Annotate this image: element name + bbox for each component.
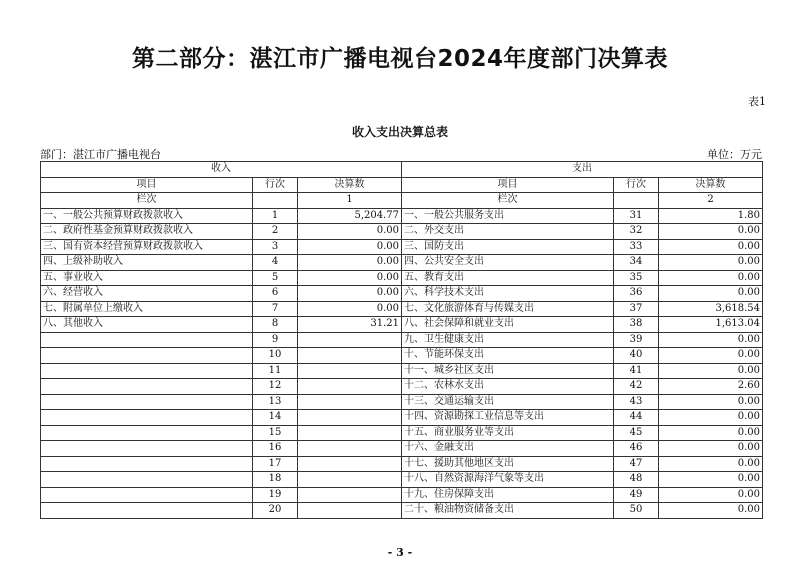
column-header-row — [41, 177, 763, 193]
income-line-cell: 9 — [253, 332, 298, 348]
expense-item-cell: 十二、农林水支出 — [402, 379, 614, 395]
income-line-cell: 6 — [253, 286, 298, 302]
table-subtitle: 收入支出决算总表 — [351, 125, 448, 139]
expense-amount-cell: 0.00 — [659, 472, 763, 488]
table-row — [41, 255, 763, 271]
expense-amount-cell: 1.80 — [659, 208, 763, 224]
income-amount-cell: 0.00 — [298, 239, 402, 255]
expense-line-cell: 50 — [614, 503, 659, 519]
page-title: 第二部分：湛江市广播电视台2024年度部门决算表 — [131, 46, 668, 72]
income-amount-cell: 0.00 — [298, 255, 402, 271]
income-line-header: 行次 — [253, 177, 298, 193]
expense-item-cell: 十九、住房保障支出 — [402, 487, 614, 503]
expense-line-cell: 48 — [614, 472, 659, 488]
expense-amount-cell: 0.00 — [659, 332, 763, 348]
expense-item-cell: 九、卫生健康支出 — [402, 332, 614, 348]
income-amount-cell — [298, 472, 402, 488]
empty-cell — [253, 193, 298, 209]
expense-amount-cell: 0.00 — [659, 394, 763, 410]
expense-amount-header: 决算数 — [659, 177, 763, 193]
table-row — [41, 379, 763, 395]
expense-line-cell: 46 — [614, 441, 659, 457]
income-column-index: 1 — [298, 193, 402, 209]
income-item-cell — [41, 410, 253, 426]
income-item-cell: 八、其他收入 — [41, 317, 253, 333]
expense-item-cell: 二十、粮油物资储备支出 — [402, 503, 614, 519]
expense-amount-cell: 0.00 — [659, 224, 763, 240]
expense-line-cell: 32 — [614, 224, 659, 240]
expense-item-cell: 二、外交支出 — [402, 224, 614, 240]
income-line-cell: 16 — [253, 441, 298, 457]
expense-column-index: 2 — [659, 193, 763, 209]
income-item-cell: 五、事业收入 — [41, 270, 253, 286]
income-expense-table — [40, 161, 763, 519]
income-amount-cell: 0.00 — [298, 224, 402, 240]
income-line-cell: 8 — [253, 317, 298, 333]
table-row — [41, 394, 763, 410]
expense-amount-cell: 0.00 — [659, 363, 763, 379]
table-row — [41, 224, 763, 240]
expense-line-cell: 44 — [614, 410, 659, 426]
expense-item-cell: 十四、资源勘探工业信息等支出 — [402, 410, 614, 426]
income-amount-header: 决算数 — [298, 177, 402, 193]
expense-item-cell: 一、一般公共服务支出 — [402, 208, 614, 224]
expense-line-cell: 40 — [614, 348, 659, 364]
expense-item-cell: 十三、交通运输支出 — [402, 394, 614, 410]
expense-item-cell: 八、社会保障和就业支出 — [402, 317, 614, 333]
expense-amount-cell: 3,618.54 — [659, 301, 763, 317]
expense-amount-cell: 0.00 — [659, 425, 763, 441]
expense-amount-cell: 0.00 — [659, 456, 763, 472]
income-item-cell — [41, 379, 253, 395]
table-row — [41, 410, 763, 426]
table-row — [41, 441, 763, 457]
table-row — [41, 456, 763, 472]
expense-item-cell: 四、公共安全支出 — [402, 255, 614, 271]
income-line-cell: 20 — [253, 503, 298, 519]
table-number: 表1 — [748, 95, 766, 108]
column-index-row — [41, 193, 763, 209]
income-amount-cell — [298, 441, 402, 457]
income-item-cell — [41, 456, 253, 472]
income-amount-cell — [298, 410, 402, 426]
income-item-cell: 一、一般公共预算财政拨款收入 — [41, 208, 253, 224]
table-row — [41, 286, 763, 302]
expense-amount-cell: 0.00 — [659, 286, 763, 302]
expense-amount-cell: 0.00 — [659, 239, 763, 255]
income-amount-cell: 0.00 — [298, 286, 402, 302]
income-amount-cell — [298, 503, 402, 519]
income-line-cell: 4 — [253, 255, 298, 271]
income-item-cell — [41, 472, 253, 488]
unit-label: 单位：万元 — [707, 148, 762, 161]
expense-item-cell: 十、节能环保支出 — [402, 348, 614, 364]
expense-column-label: 栏次 — [402, 193, 614, 209]
expense-section-header: 支出 — [402, 162, 763, 178]
income-amount-cell — [298, 348, 402, 364]
income-item-cell: 二、政府性基金预算财政拨款收入 — [41, 224, 253, 240]
table-row — [41, 363, 763, 379]
table-row — [41, 270, 763, 286]
expense-line-cell: 37 — [614, 301, 659, 317]
income-item-header: 项目 — [41, 177, 253, 193]
expense-amount-cell: 0.00 — [659, 410, 763, 426]
expense-line-cell: 42 — [614, 379, 659, 395]
income-item-cell: 七、附属单位上缴收入 — [41, 301, 253, 317]
income-amount-cell — [298, 332, 402, 348]
expense-item-cell: 五、教育支出 — [402, 270, 614, 286]
income-amount-cell: 31.21 — [298, 317, 402, 333]
expense-line-cell: 31 — [614, 208, 659, 224]
income-amount-cell: 5,204.77 — [298, 208, 402, 224]
income-line-cell: 7 — [253, 301, 298, 317]
table-row — [41, 487, 763, 503]
expense-amount-cell: 0.00 — [659, 348, 763, 364]
income-column-label: 栏次 — [41, 193, 253, 209]
expense-item-cell: 七、文化旅游体育与传媒支出 — [402, 301, 614, 317]
expense-line-cell: 36 — [614, 286, 659, 302]
expense-amount-cell: 0.00 — [659, 487, 763, 503]
income-line-cell: 5 — [253, 270, 298, 286]
expense-item-cell: 十一、城乡社区支出 — [402, 363, 614, 379]
table-row — [41, 472, 763, 488]
income-line-cell: 12 — [253, 379, 298, 395]
expense-line-cell: 49 — [614, 487, 659, 503]
income-item-cell — [41, 348, 253, 364]
expense-amount-cell: 1,613.04 — [659, 317, 763, 333]
income-amount-cell — [298, 487, 402, 503]
expense-line-cell: 41 — [614, 363, 659, 379]
income-item-cell — [41, 332, 253, 348]
income-amount-cell: 0.00 — [298, 270, 402, 286]
expense-line-cell: 43 — [614, 394, 659, 410]
expense-item-cell: 十五、商业服务业等支出 — [402, 425, 614, 441]
expense-line-cell: 45 — [614, 425, 659, 441]
table-row — [41, 425, 763, 441]
table-row — [41, 239, 763, 255]
empty-cell — [614, 193, 659, 209]
expense-item-cell: 六、科学技术支出 — [402, 286, 614, 302]
expense-line-cell: 47 — [614, 456, 659, 472]
expense-line-cell: 35 — [614, 270, 659, 286]
expense-item-cell: 十六、金融支出 — [402, 441, 614, 457]
expense-amount-cell: 0.00 — [659, 441, 763, 457]
expense-line-cell: 39 — [614, 332, 659, 348]
income-line-cell: 11 — [253, 363, 298, 379]
table-row — [41, 503, 763, 519]
income-amount-cell — [298, 425, 402, 441]
income-item-cell — [41, 363, 253, 379]
expense-line-header: 行次 — [614, 177, 659, 193]
expense-item-cell: 十八、自然资源海洋气象等支出 — [402, 472, 614, 488]
expense-line-cell: 38 — [614, 317, 659, 333]
income-amount-cell — [298, 394, 402, 410]
expense-amount-cell: 2.60 — [659, 379, 763, 395]
income-amount-cell — [298, 456, 402, 472]
table-row — [41, 332, 763, 348]
income-amount-cell: 0.00 — [298, 301, 402, 317]
expense-amount-cell: 0.00 — [659, 270, 763, 286]
expense-line-cell: 33 — [614, 239, 659, 255]
income-line-cell: 3 — [253, 239, 298, 255]
table-row — [41, 301, 763, 317]
income-amount-cell — [298, 379, 402, 395]
income-amount-cell — [298, 363, 402, 379]
income-line-cell: 15 — [253, 425, 298, 441]
income-line-cell: 14 — [253, 410, 298, 426]
section-header-row — [41, 162, 763, 178]
income-item-cell: 三、国有资本经营预算财政拨款收入 — [41, 239, 253, 255]
income-line-cell: 1 — [253, 208, 298, 224]
income-item-cell — [41, 441, 253, 457]
expense-amount-cell: 0.00 — [659, 255, 763, 271]
income-line-cell: 2 — [253, 224, 298, 240]
income-section-header: 收入 — [41, 162, 402, 178]
table-row — [41, 208, 763, 224]
income-item-cell: 六、经营收入 — [41, 286, 253, 302]
income-item-cell — [41, 425, 253, 441]
income-line-cell: 13 — [253, 394, 298, 410]
expense-item-cell: 三、国防支出 — [402, 239, 614, 255]
income-item-cell — [41, 487, 253, 503]
income-item-cell — [41, 394, 253, 410]
income-item-cell: 四、上级补助收入 — [41, 255, 253, 271]
page-number: - 3 - — [387, 546, 413, 559]
table-row — [41, 348, 763, 364]
expense-amount-cell: 0.00 — [659, 503, 763, 519]
income-line-cell: 19 — [253, 487, 298, 503]
expense-line-cell: 34 — [614, 255, 659, 271]
table-row — [41, 317, 763, 333]
department-label: 部门：湛江市广播电视台 — [40, 148, 161, 161]
income-line-cell: 17 — [253, 456, 298, 472]
income-line-cell: 18 — [253, 472, 298, 488]
income-item-cell — [41, 503, 253, 519]
expense-item-header: 项目 — [402, 177, 614, 193]
expense-item-cell: 十七、援助其他地区支出 — [402, 456, 614, 472]
income-line-cell: 10 — [253, 348, 298, 364]
